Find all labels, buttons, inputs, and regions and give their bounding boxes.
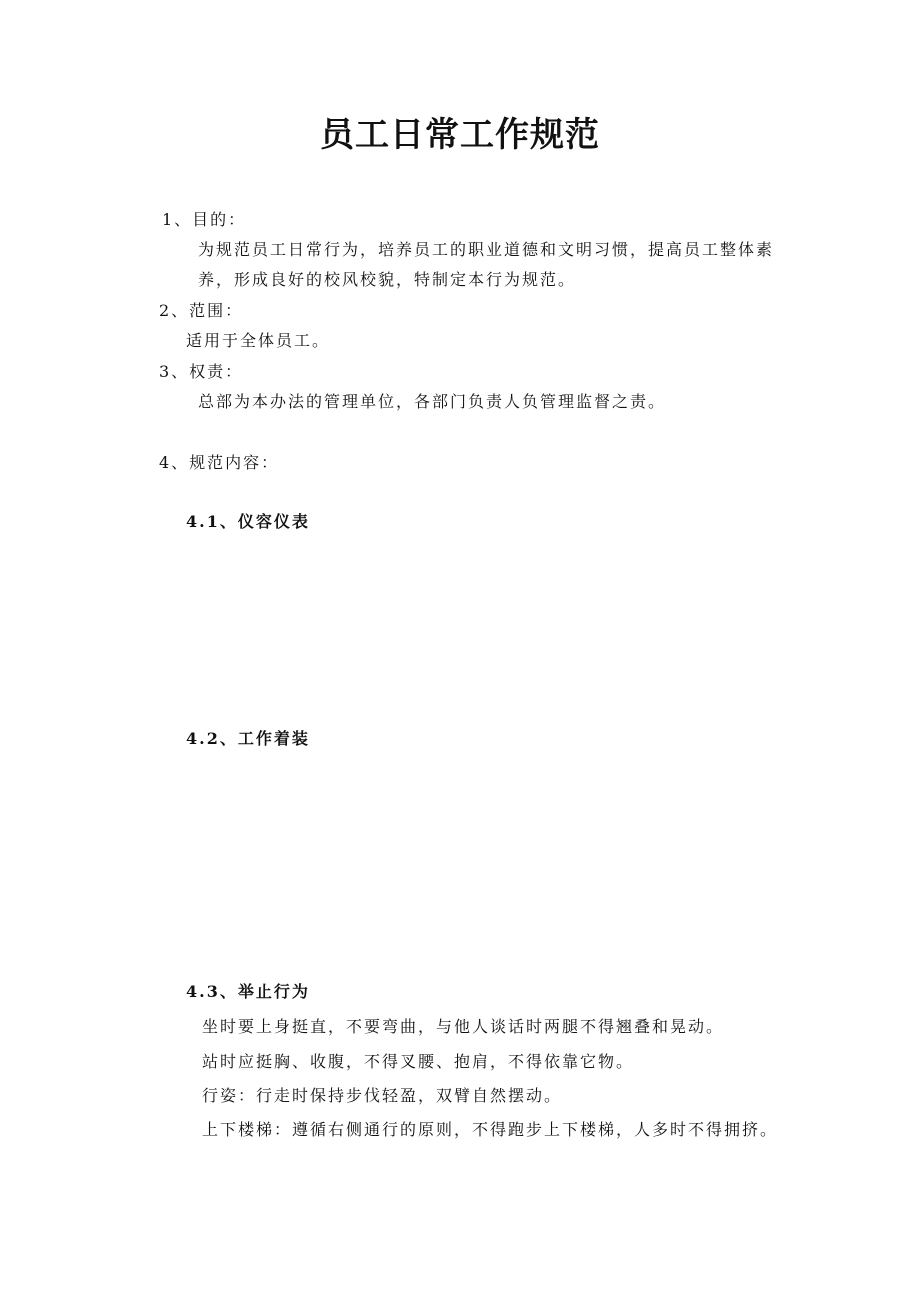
section-responsibility-text: 总部为本办法的管理单位，各部门负责人负管理监督之责。 bbox=[198, 392, 667, 411]
behavior-item: 上下楼梯：遵循右侧通行的原则，不得跑步上下楼梯，人多时不得拥挤。 bbox=[202, 1120, 779, 1139]
behavior-item: 行姿：行走时保持步伐轻盈，双臂自然摆动。 bbox=[202, 1086, 563, 1105]
section-content-heading: 4、规范内容： bbox=[159, 453, 280, 472]
section-scope-heading: 2、范围： bbox=[159, 301, 244, 320]
section-responsibility-heading: 3、权责： bbox=[159, 362, 244, 381]
subsection-attire-heading: 4.2、工作着装 bbox=[186, 729, 310, 748]
behavior-item: 坐时要上身挺直，不要弯曲，与他人谈话时两腿不得翘叠和晃动。 bbox=[202, 1017, 725, 1036]
section-purpose-text-line-2: 养，形成良好的校风校貌，特制定本行为规范。 bbox=[198, 270, 577, 289]
document-title: 员工日常工作规范 bbox=[320, 115, 600, 155]
section-scope-text: 适用于全体员工。 bbox=[186, 331, 331, 350]
subsection-appearance-heading: 4.1、仪容仪表 bbox=[186, 512, 310, 531]
subsection-behavior-heading: 4.3、举止行为 bbox=[186, 982, 310, 1001]
behavior-item: 站时应挺胸、收腹，不得叉腰、抱肩，不得依靠它物。 bbox=[202, 1052, 635, 1071]
section-purpose-text-line-1: 为规范员工日常行为，培养员工的职业道德和文明习惯，提高员工整体素 bbox=[198, 240, 775, 259]
section-purpose-heading: 1、目的： bbox=[162, 210, 247, 229]
